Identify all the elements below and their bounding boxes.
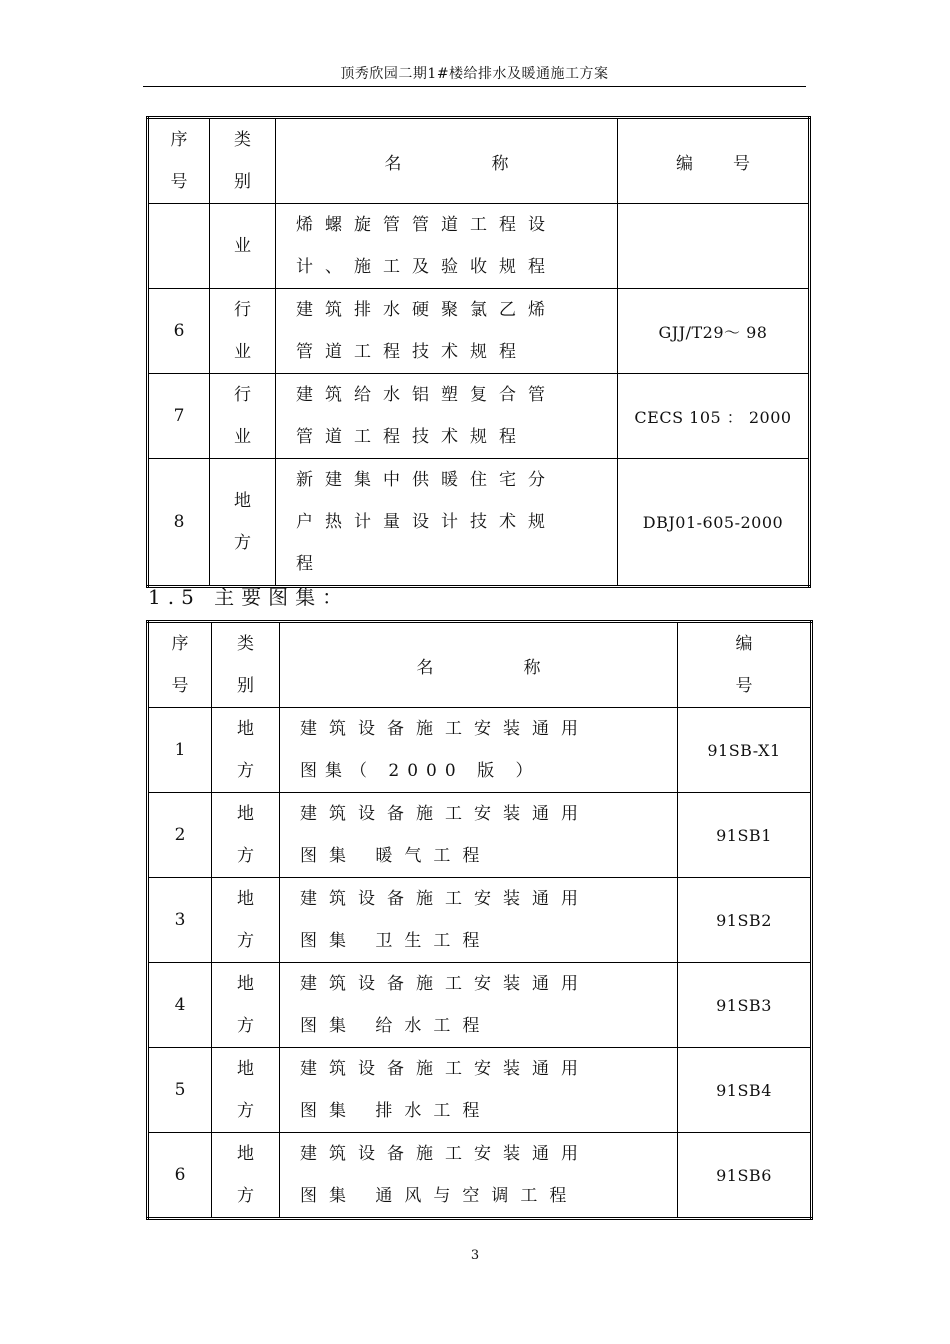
row-code: GJJ/T29～ 98 [618, 289, 810, 374]
row-code: 91SB2 [678, 878, 812, 963]
row-seq: 2 [148, 793, 212, 878]
header-category: 类 别 [212, 622, 280, 708]
header-seq: 序 号 [148, 622, 212, 708]
table-row [148, 793, 812, 878]
table-header-row [148, 118, 810, 204]
row-seq: 8 [148, 459, 210, 587]
table-row [148, 1048, 812, 1133]
header-category: 类 别 [210, 118, 276, 204]
row-code: 91SB6 [678, 1133, 812, 1219]
row-category: 地 方 [212, 793, 280, 878]
row-category: 地 方 [212, 1048, 280, 1133]
table-row [148, 708, 812, 793]
row-seq: 7 [148, 374, 210, 459]
row-name: 建筑设备施工安装通用 图集 暖气工程 [280, 793, 678, 878]
table-row [148, 459, 810, 587]
row-category: 行 业 [210, 289, 276, 374]
row-seq: 5 [148, 1048, 212, 1133]
row-code [618, 204, 810, 289]
row-seq: 1 [148, 708, 212, 793]
header-code: 编 号 [678, 622, 812, 708]
row-code: DBJ01-605-2000 [618, 459, 810, 587]
row-category: 业 [210, 204, 276, 289]
table-row [148, 289, 810, 374]
standards-table [146, 116, 811, 588]
table-header-row [148, 622, 812, 708]
section-title: 1.5 主要图集： [148, 585, 350, 609]
row-name: 新建集中供暖住宅分 户热计量设计技术规 程 [276, 459, 618, 587]
row-name: 建筑排水硬聚氯乙烯 管道工程技术规程 [276, 289, 618, 374]
row-category: 地 方 [212, 708, 280, 793]
row-name: 建筑设备施工安装通用 图集 给水工程 [280, 963, 678, 1048]
row-name: 建筑设备施工安装通用 图集 通风与空调工程 [280, 1133, 678, 1219]
row-category: 行 业 [210, 374, 276, 459]
row-seq: 3 [148, 878, 212, 963]
row-code: 91SB3 [678, 963, 812, 1048]
row-seq [148, 204, 210, 289]
row-category: 地 方 [212, 963, 280, 1048]
row-category: 地 方 [212, 1133, 280, 1219]
row-seq: 4 [148, 963, 212, 1048]
row-code: 91SB4 [678, 1048, 812, 1133]
header-name: 名 称 [276, 118, 618, 204]
row-name: 烯螺旋管管道工程设 计、施工及验收规程 [276, 204, 618, 289]
row-name: 建筑给水铝塑复合管 管道工程技术规程 [276, 374, 618, 459]
row-category: 地 方 [212, 878, 280, 963]
header-seq: 序 号 [148, 118, 210, 204]
page-header: 顶秀欣园二期1#楼给排水及暖通施工方案 [143, 62, 806, 87]
row-category: 地 方 [210, 459, 276, 587]
row-code: 91SB-X1 [678, 708, 812, 793]
table-row [148, 1133, 812, 1219]
row-seq: 6 [148, 1133, 212, 1219]
table-row [148, 204, 810, 289]
page-number: 3 [470, 1248, 480, 1263]
header-name: 名 称 [280, 622, 678, 708]
row-name: 建筑设备施工安装通用 图集 排水工程 [280, 1048, 678, 1133]
row-code: 91SB1 [678, 793, 812, 878]
table-row [148, 878, 812, 963]
row-name: 建筑设备施工安装通用 图集 卫生工程 [280, 878, 678, 963]
header-code: 编 号 [618, 118, 810, 204]
table-row [148, 963, 812, 1048]
atlas-table [146, 620, 813, 1220]
row-name: 建筑设备施工安装通用 图集（ 2000 版 ） [280, 708, 678, 793]
row-code: CECS 105 ： 2000 [618, 374, 810, 459]
row-seq: 6 [148, 289, 210, 374]
table-row [148, 374, 810, 459]
